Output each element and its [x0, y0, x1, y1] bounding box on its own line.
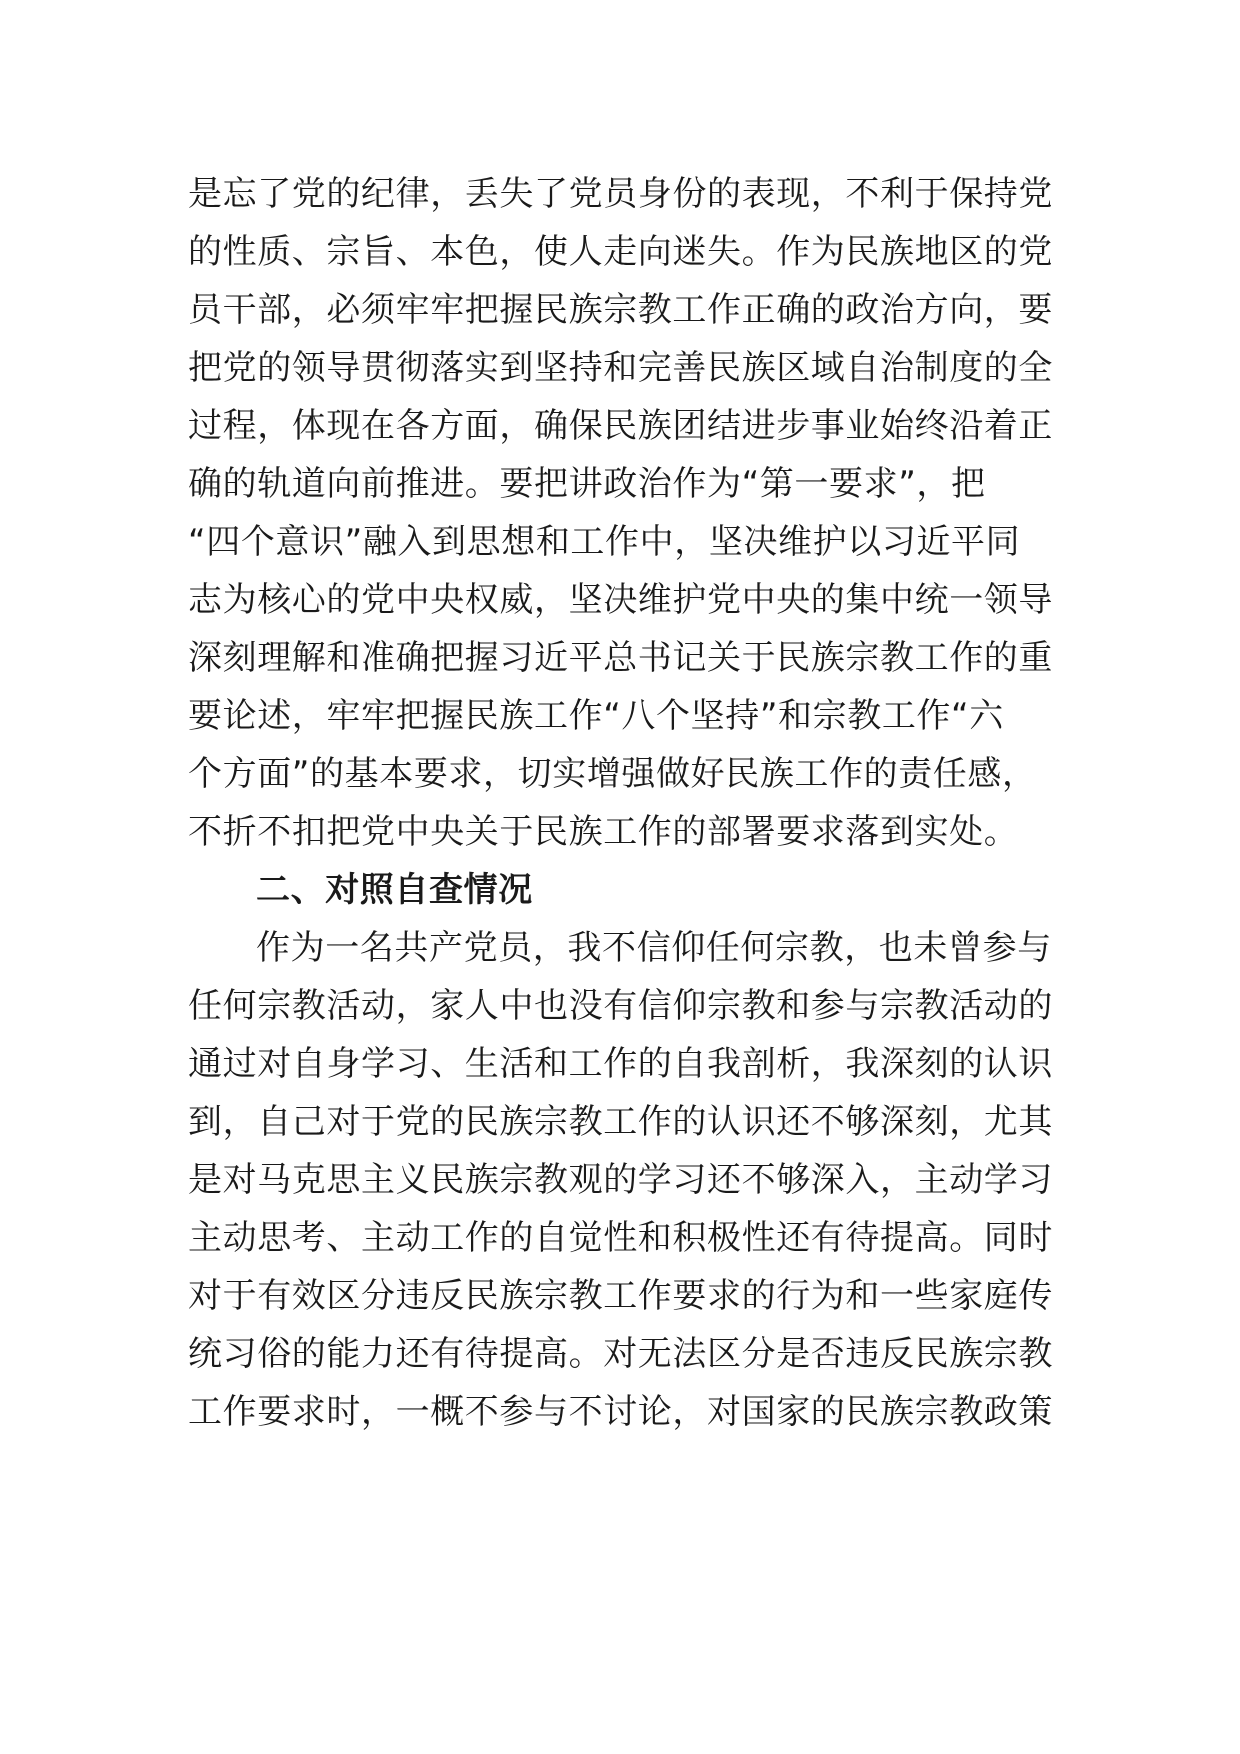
body-text-line: 确的轨道向前推进。要把讲政治作为“第一要求”，把: [188, 464, 986, 504]
body-text-line: 把党的领导贯彻落实到坚持和完善民族区域自治制度的全: [188, 348, 1053, 388]
body-text-line: 过程，体现在各方面，确保民族团结进步事业始终沿着正: [188, 406, 1053, 446]
body-text-line: 的性质、宗旨、本色，使人走向迷失。作为民族地区的党: [188, 232, 1053, 272]
body-text-line: 工作要求时，一概不参与不讨论，对国家的民族宗教政策: [188, 1392, 1053, 1432]
section-heading: 二、对照自查情况: [256, 870, 533, 910]
body-text-line: 是忘了党的纪律，丢失了党员身份的表现，不利于保持党: [188, 174, 1053, 214]
body-text-line: “四个意识”融入到思想和工作中，坚决维护以习近平同: [188, 522, 1021, 562]
body-text-line: 不折不扣把党中央关于民族工作的部署要求落到实处。: [188, 812, 1019, 852]
body-text-line: 对于有效区分违反民族宗教工作要求的行为和一些家庭传: [188, 1276, 1053, 1316]
body-text-line: 志为核心的党中央权威，坚决维护党中央的集中统一领导: [188, 580, 1053, 620]
body-text-line: 员干部，必须牢牢把握民族宗教工作正确的政治方向，要: [188, 290, 1053, 330]
body-text-line: 深刻理解和准确把握习近平总书记关于民族宗教工作的重: [188, 638, 1053, 678]
body-text-line: 通过对自身学习、生活和工作的自我剖析，我深刻的认识: [188, 1044, 1053, 1084]
body-text-line: 统习俗的能力还有待提高。对无法区分是否违反民族宗教: [188, 1334, 1053, 1374]
body-text-line: 到，自己对于党的民族宗教工作的认识还不够深刻，尤其: [188, 1102, 1053, 1142]
body-text-line: 个方面”的基本要求，切实增强做好民族工作的责任感，: [188, 754, 1037, 794]
paragraph-first-line: 作为一名共产党员，我不信仰任何宗教，也未曾参与: [256, 928, 1052, 968]
body-text-line: 要论述，牢牢把握民族工作“八个坚持”和宗教工作“六: [188, 696, 1004, 736]
body-text-line: 主动思考、主动工作的自觉性和积极性还有待提高。同时: [188, 1218, 1053, 1258]
body-text-line: 任何宗教活动，家人中也没有信仰宗教和参与宗教活动的: [188, 986, 1053, 1026]
body-text-line: 是对马克思主义民族宗教观的学习还不够深入，主动学习: [188, 1160, 1053, 1200]
